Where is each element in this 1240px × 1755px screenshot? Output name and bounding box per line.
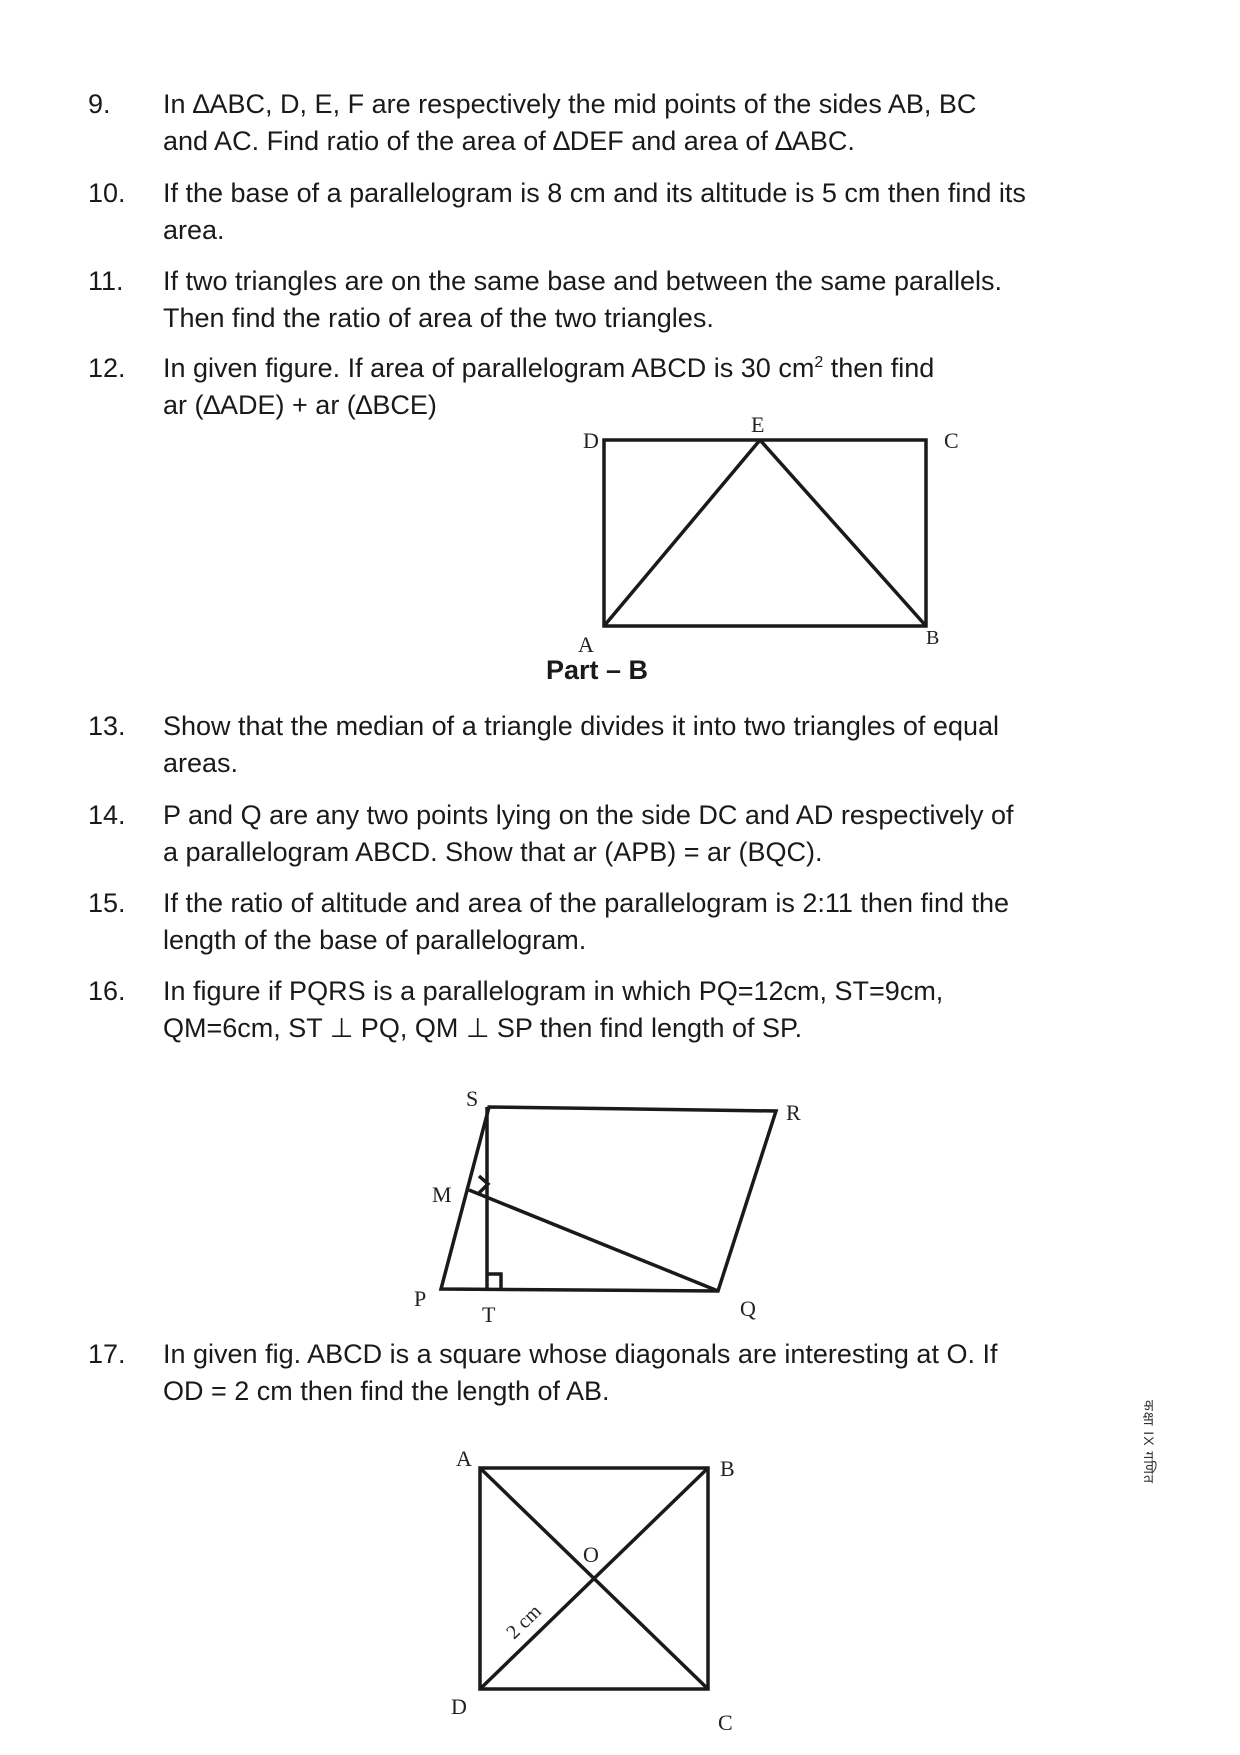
label-t: T [482,1302,496,1327]
label-b: B [720,1456,735,1481]
label-p: P [414,1286,427,1311]
question-text-line: length of the base of parallelogram. [163,925,587,955]
question-text-line: OD = 2 cm then find the length of AB. [163,1376,610,1406]
side-margin-text: कक्षा IX गणित [1141,1400,1157,1485]
superscript: 2 [814,354,824,371]
label-q: Q [740,1296,756,1321]
question-text-line: If the base of a parallelogram is 8 cm and its altitude is 5 cm then find its [163,178,1026,208]
label-o: O [583,1542,599,1567]
label-d: D [583,428,599,453]
question-number: 11. [88,266,124,296]
question-number: 13. [88,711,126,741]
label-m: M [432,1182,452,1207]
label-a: A [578,632,594,657]
question-text-line: areas. [163,748,239,778]
label-s: S [466,1086,479,1111]
question-text-line: and AC. Find ratio of the area of ∆DEF and area of ∆ABC. [163,126,855,156]
question-text-line: Show that the median of a triangle divides it into two triangles of equal [163,711,999,741]
label-d: D [451,1694,467,1719]
question-text-line: If the ratio of altitude and area of the parallelogram is 2:11 then find the [163,888,1010,918]
label-c: C [718,1710,733,1735]
question-text-line-end: then find [823,353,935,383]
question-text-line: P and Q are any two points lying on the side DC and AD respectively of [163,800,1014,830]
question-number: 9. [88,89,111,119]
question-text-line: area. [163,215,225,245]
question-number: 16. [88,976,126,1006]
question-number: 14. [88,800,126,830]
label-r: R [786,1100,801,1125]
measure-od: 2 cm [502,1600,546,1644]
label-e: E [751,412,765,437]
question-text-line: In given fig. ABCD is a square whose diagonals are interesting at O. If [163,1339,998,1369]
question-text-line: If two triangles are on the same base and between the same parallels. [163,266,1002,296]
label-a: A [456,1446,472,1471]
label-b: B [926,627,940,649]
label-c: C [944,428,959,453]
question-text-line: In figure if PQRS is a parallelogram in which PQ=12cm, ST=9cm, [163,976,944,1006]
question-text-line: a parallelogram ABCD. Show that ar (APB) = ar (BQC). [163,837,823,867]
question-text-line: Then find the ratio of area of the two triangles. [163,303,714,333]
question-number: 15. [88,888,126,918]
question-text-line: ar (∆ADE) + ar (∆BCE) [163,390,437,420]
question-text-line: In given figure. If area of parallelogram ABCD is 30 cm [163,353,815,383]
part-b-heading: Part – B [546,655,649,685]
question-number: 12. [88,353,126,383]
question-text-line: QM=6cm, ST ⊥ PQ, QM ⊥ SP then find length of SP. [163,1013,803,1043]
question-number: 10. [88,178,126,208]
question-number: 17. [88,1339,126,1369]
question-text-line: In ∆ABC, D, E, F are respectively the mid points of the sides AB, BC [163,89,977,119]
